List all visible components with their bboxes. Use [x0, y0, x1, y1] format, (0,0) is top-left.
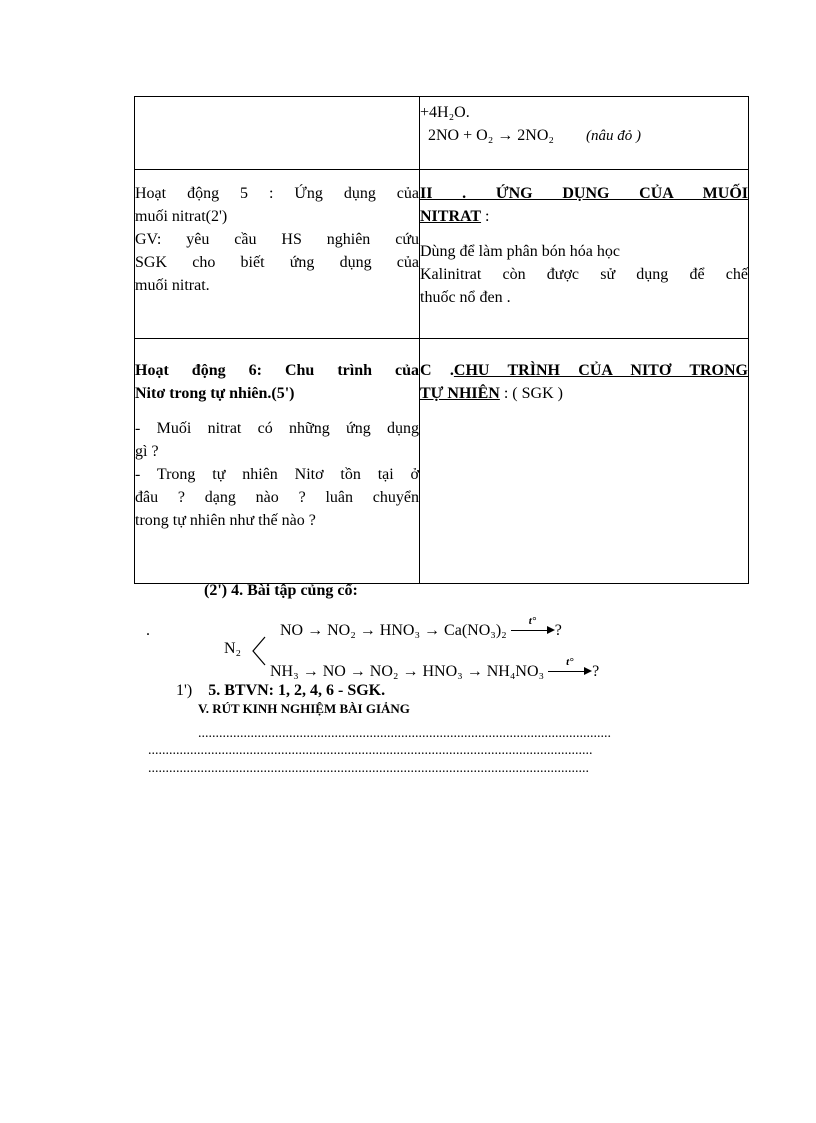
table-row [135, 339, 749, 584]
section-heading-cycle [420, 359, 748, 382]
activity6-cell [135, 339, 420, 584]
question-uses-end: gì ? [135, 443, 159, 460]
chain2-text: NH₃ → NO → NO₂ → HNO₃ → NH₄NO₃ [270, 663, 545, 680]
heat-arrow-icon [548, 656, 592, 678]
reaction-no2-line [420, 124, 748, 148]
activity5-task-line2: SGK cho biết ứng dụng của [135, 254, 419, 271]
review-heading: V. RÚT KINH NGHIỆM BÀI GIẢNG [198, 701, 410, 716]
branch-bracket-line [253, 637, 265, 665]
section-heading-cycle-text: CHU TRÌNH CỦA NITƠ TRONG [453, 362, 748, 379]
section-prefix: C . [420, 362, 454, 379]
question-nitrogen-line3: trong tự nhiên như thế nào ? [135, 512, 316, 529]
color-note: (nâu đỏ ) [585, 128, 641, 144]
table-row [135, 97, 749, 170]
activity5-title-text: Hoạt động 5 : Ứng dụng của [135, 185, 419, 202]
sgk-ref: : ( SGK ) [499, 385, 563, 402]
nitrogen-cycle-cell [420, 339, 749, 584]
use-fertilizer: Dùng để làm phân bón hóa học [420, 243, 620, 260]
review-dots-3: .............................................................................................................................. [148, 761, 589, 776]
activity6-title-line2: Nitơ trong tự nhiên.(5') [135, 385, 295, 402]
table-row [135, 170, 749, 339]
lesson-table [134, 96, 749, 584]
reaction-no2: 2NO + O₂ → 2NO₂ [428, 127, 554, 144]
homework-text: 5. BTVN: 1, 2, 4, 6 - SGK. [208, 682, 386, 699]
n2-label: N₂ [224, 640, 242, 657]
heat-label: t° [528, 615, 537, 628]
reaction-chain-2 [270, 656, 600, 681]
chain1-end: ? [554, 622, 562, 639]
activity5-title [135, 182, 419, 205]
heat-arrow-icon [511, 615, 555, 637]
homework-time: 1') [176, 682, 193, 699]
reaction-line: +4H₂O. [420, 104, 470, 121]
activity5-task-line3: muối nitrat. [135, 277, 210, 294]
review-dots-2: ............................................................................................................................... [148, 743, 593, 758]
reaction-chain-1 [280, 615, 562, 640]
branch-bracket [252, 636, 266, 666]
chain2-end: ? [592, 663, 600, 680]
activity6-title: Hoạt động 6: Chu trình của [135, 362, 419, 379]
section-heading-cycle-line2 [420, 382, 748, 405]
section-heading-uses: II . ỨNG DỤNG CỦA MUỐI [420, 185, 748, 202]
use-explosive-end: thuốc nổ đen . [420, 289, 511, 306]
heat-label: t° [566, 656, 574, 669]
section-heading-nitrat: NITRAT [420, 208, 482, 225]
exercise-heading: (2') 4. Bài tập củng cố: [204, 582, 358, 599]
review-dots-1: ...................................................................................................................... [198, 726, 611, 741]
nitrate-uses-cell [420, 170, 749, 339]
use-explosive: Kalinitrat còn được sử dụng để chế [420, 266, 748, 283]
activity5-cell [135, 170, 420, 339]
question-nitrogen-line2: đâu ? dạng nào ? luân chuyển [135, 489, 419, 506]
row1-right-cell [420, 97, 749, 170]
heading-colon: : [481, 208, 490, 225]
activity5-task-line1: GV: yêu cầu HS nghiên cứu [135, 231, 419, 248]
chain1-text: NO → NO₂ → HNO₃ → Ca(NO₃)₂ [280, 622, 507, 639]
section-heading-uses-line2 [420, 205, 748, 228]
homework-line [176, 682, 385, 700]
question-nitrogen-line1: - Trong tự nhiên Nitơ tồn tại ở [135, 466, 419, 483]
question-uses: - Muối nitrat có những ứng dụng [135, 420, 419, 437]
activity5-time: muối nitrat(2') [135, 208, 228, 225]
row1-left-cell [135, 97, 420, 170]
section-heading-nature: TỰ NHIÊN [420, 385, 500, 402]
bullet-dot: . [146, 622, 150, 639]
